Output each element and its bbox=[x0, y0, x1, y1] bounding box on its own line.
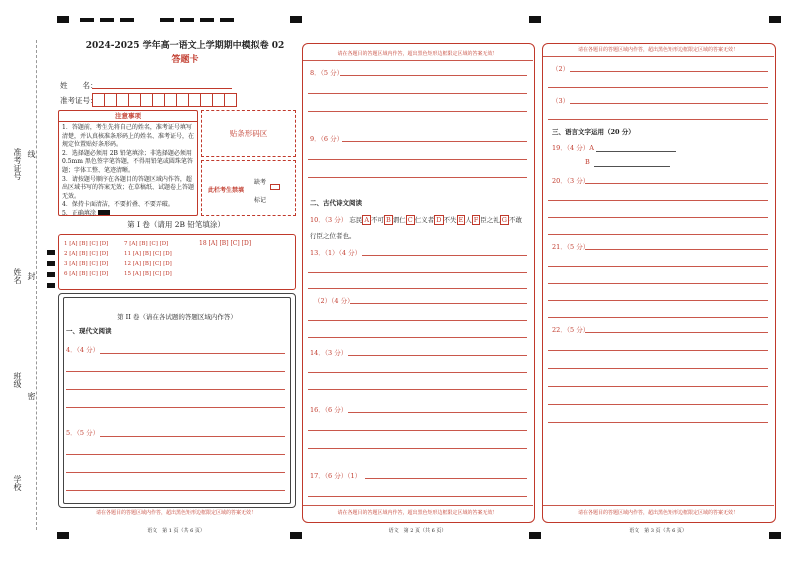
page-title: 2024-2025 学年高一语文上学期期中模拟卷 02 bbox=[85, 41, 285, 51]
q10-row: 10．（3 分） 忘民 A 不可 B 谓仁 C 仁义者 D 不失 E 人 F 臣之礼 G 不敢 bbox=[310, 216, 522, 224]
q10-box-g[interactable]: G bbox=[501, 216, 507, 224]
footer-page1: 语文 第 1 页（共 6 页） bbox=[147, 528, 205, 534]
q22-label: 22．（5 分） bbox=[552, 326, 590, 334]
absent-box: 此栏考生禁填 缺考 标记 bbox=[201, 160, 296, 216]
choice-panel bbox=[58, 234, 296, 290]
q5-label: 5．（5 分） bbox=[66, 429, 100, 437]
notice-box bbox=[58, 110, 198, 216]
warning-p2-bottom: 请在各题目的答题区域内作答，超出黑色矩形边框限定区域的答案无效！ bbox=[337, 510, 498, 516]
choice-row[interactable]: 18 [A] [B] [C] [D] bbox=[199, 240, 252, 247]
warning-p1-bottom: 请在各题目的答题区域内作答，超出黑色矩形边框限定区域的答案无效！ bbox=[95, 510, 256, 516]
side-label-exam-no: 准考证号 bbox=[13, 148, 22, 180]
choice-row[interactable]: 2 [A] [B] [C] [D] bbox=[64, 251, 109, 257]
choice-row[interactable]: 7 [A] [B] [C] [D] bbox=[124, 241, 169, 247]
part1-heading: 一、现代文阅读 bbox=[66, 327, 112, 335]
q10-box-c[interactable]: C bbox=[407, 216, 413, 224]
page2-panel bbox=[302, 43, 535, 523]
exam-no-boxes[interactable] bbox=[92, 92, 236, 111]
q19a-answer-line[interactable] bbox=[596, 151, 676, 152]
section1-title: 第 I 卷（请用 2B 铅笔填涂） bbox=[127, 220, 225, 229]
q9-label: 9．（6 分） bbox=[310, 135, 344, 143]
binding-line bbox=[36, 40, 37, 530]
barcode-area: 贴条形码区 bbox=[201, 110, 296, 157]
choice-row[interactable]: 1 [A] [B] [C] [D] bbox=[64, 241, 109, 247]
q19a-label: 19．（4 分）A bbox=[552, 144, 594, 152]
notice-title: 注意事项 bbox=[59, 111, 197, 122]
notice-item-2: 2．选择题必须用 2B 铅笔填涂；非选择题必须用 0.5mm 黑色签字笔答题，不得用铅笔或圆珠笔答题；字体工整、笔迹清晰。 bbox=[62, 149, 193, 174]
warning-p2-top: 请在各题目的答题区域内作答，超出黑色矩形边框限定区域的答案无效！ bbox=[337, 51, 498, 57]
page-subtitle: 答题卡 bbox=[171, 55, 199, 65]
q13-1-label: 13．（1）（4 分） bbox=[310, 249, 362, 257]
q14-label: 14．（3 分） bbox=[310, 349, 348, 357]
choice-row[interactable]: 11 [A] [B] [C] [D] bbox=[124, 251, 172, 257]
choice-row[interactable]: 3 [A] [B] [C] [D] bbox=[64, 261, 109, 267]
choice-row[interactable]: 15 [A] [B] [C] [D] bbox=[124, 271, 172, 277]
q19b-label: B bbox=[585, 158, 590, 166]
side-label-school: 学校 bbox=[13, 475, 22, 491]
name-field[interactable] bbox=[92, 88, 232, 89]
side-label-tight: 密 bbox=[27, 392, 36, 400]
part2-heading: 二、古代诗文阅读 bbox=[310, 199, 362, 207]
part3-heading: 三、语言文字运用（20 分） bbox=[552, 128, 635, 136]
absent-checkbox[interactable] bbox=[270, 184, 280, 190]
side-label-line: 线 bbox=[27, 150, 36, 158]
notice-item-5: 5．正确填涂 bbox=[62, 210, 194, 219]
footer-page3: 语文 第 3 页（共 6 页） bbox=[629, 528, 687, 534]
q19b-answer-line[interactable] bbox=[594, 166, 670, 167]
section2-title: 第 II 卷（请在各试题的答题区域内作答） bbox=[117, 313, 237, 321]
q4-label: 4．（4 分） bbox=[66, 346, 100, 354]
q21-label: 21．（5 分） bbox=[552, 243, 590, 251]
choice-row[interactable]: 12 [A] [B] [C] [D] bbox=[124, 261, 172, 267]
warning-p3-top: 请在各题目的答题区域内作答，超出黑色矩形边框限定区域的答案无效！ bbox=[577, 47, 738, 53]
warning-p3-bottom: 请在各题目的答题区域内作答，超出黑色矩形边框限定区域的答案无效！ bbox=[577, 510, 738, 516]
q20-label: 20．（3 分） bbox=[552, 177, 590, 185]
exam-no-label: 准考证号： bbox=[60, 96, 98, 105]
p3-2-label: （2） bbox=[552, 65, 570, 73]
q13-2-label: （2）（4 分） bbox=[314, 297, 354, 305]
choice-row[interactable]: 6 [A] [B] [C] [D] bbox=[64, 271, 109, 277]
q17-label: 17．（6 分）（1） bbox=[310, 472, 362, 480]
footer-page2: 语文 第 2 页（共 6 页） bbox=[388, 528, 447, 534]
name-label: 姓 名： bbox=[60, 81, 98, 90]
q10-box-e[interactable]: E bbox=[458, 216, 464, 224]
q16-label: 16．（6 分） bbox=[310, 406, 348, 414]
side-label-seal: 封 bbox=[27, 272, 36, 280]
notice-item-4: 4．保持卡面清洁，不要折叠、不要弄破。 bbox=[62, 201, 174, 209]
q10-box-f[interactable]: F bbox=[473, 216, 479, 224]
p3-3-label: （3） bbox=[552, 97, 570, 105]
q10-box-a[interactable]: A bbox=[364, 216, 370, 224]
q10-line2: 行臣之位者也。 bbox=[310, 232, 356, 240]
notice-item-1: 1．答题前，考生先将自己的姓名，准考证号填写清楚，并认真核准条形码上的姓名、准考证号，在规定位置贴好条形码。 bbox=[62, 124, 195, 149]
q10-box-d[interactable]: D bbox=[436, 216, 442, 224]
side-label-class: 班级 bbox=[13, 372, 22, 388]
q10-box-b[interactable]: B bbox=[386, 216, 391, 224]
notice-item-3: 3．请按题号顺序在各题目的答题区域内作答，超出区域书写的答案无效；在草稿纸、试题卷上答题无效。 bbox=[62, 175, 195, 200]
q8-label: 8．（5 分） bbox=[310, 69, 344, 77]
side-label-name: 姓名 bbox=[13, 268, 22, 284]
